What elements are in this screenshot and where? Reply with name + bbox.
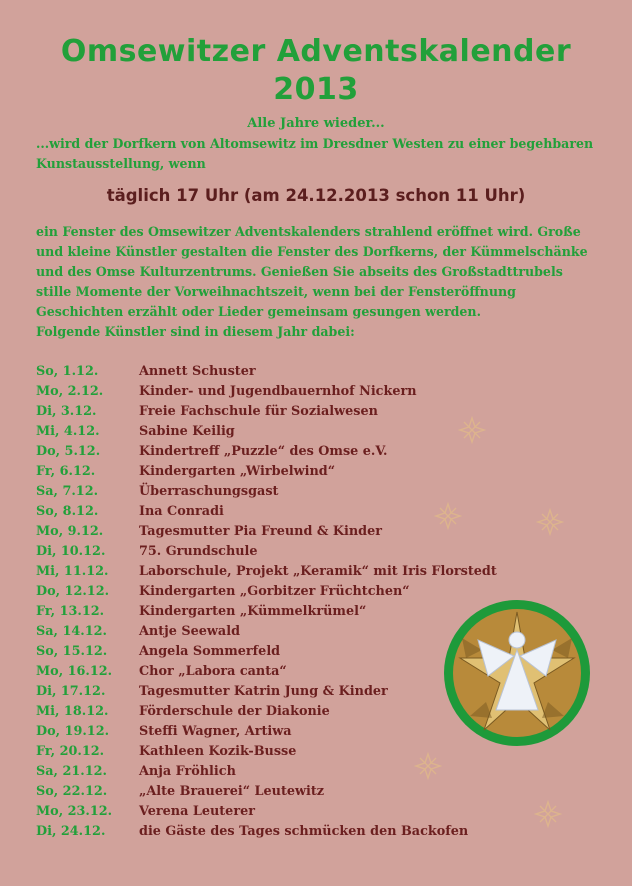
schedule-artist: Kathleen Kozik-Busse [139, 744, 297, 759]
schedule-row [36, 522, 616, 542]
schedule-artist: Annett Schuster [139, 364, 256, 379]
schedule-date: Mo, 9.12. [36, 524, 104, 539]
schedule-row [36, 762, 616, 782]
schedule-row [36, 542, 616, 562]
schedule-row [36, 782, 616, 802]
schedule-date: Do, 5.12. [36, 444, 101, 459]
star-ornament-icon [414, 752, 442, 780]
schedule-artist: die Gäste des Tages schmücken den Backofen [139, 824, 469, 839]
schedule-date: So, 8.12. [36, 504, 99, 519]
schedule-date: So, 15.12. [36, 644, 108, 659]
schedule-artist: Tagesmutter Katrin Jung & Kinder [139, 684, 388, 699]
star-ornament-icon [434, 502, 462, 530]
schedule-date: So, 1.12. [36, 364, 99, 379]
schedule-row [36, 502, 616, 522]
schedule-date: Mo, 2.12. [36, 384, 104, 399]
schedule-artist: Überraschungsgast [139, 484, 279, 499]
intro-text: ...wird der Dorfkern von Altomsewitz im Dresdner Westen zu einer begehbaren Kunstausstellung, wenn [36, 136, 594, 171]
time-line: täglich 17 Uhr (am 24.12.2013 schon 11 Uhr) [106, 186, 526, 205]
schedule-row [36, 442, 616, 462]
schedule-artist: Kindergarten „Kümmelkrümel“ [139, 604, 367, 619]
schedule-row [36, 822, 616, 842]
schedule-date: Di, 17.12. [36, 684, 106, 699]
page-title: Omsewitzer Adventskalender [60, 34, 572, 69]
list-intro: Folgende Künstler sind in diesem Jahr dabei: [36, 324, 355, 339]
schedule-date: Mo, 23.12. [36, 804, 113, 819]
schedule-artist: Anja Fröhlich [139, 764, 236, 779]
schedule-row [36, 482, 616, 502]
schedule-artist: Steffi Wagner, Artiwa [139, 724, 292, 739]
schedule-artist: Angela Sommerfeld [139, 644, 281, 659]
star-ornament-icon [458, 416, 486, 444]
schedule-row [36, 802, 616, 822]
schedule-artist: Förderschule der Diakonie [139, 704, 330, 719]
schedule-date: Fr, 6.12. [36, 464, 96, 479]
schedule-row [36, 402, 616, 422]
schedule-artist: Antje Seewald [139, 624, 241, 639]
schedule-artist: Verena Leuterer [139, 804, 255, 819]
schedule-row [36, 362, 616, 382]
subtitle: Alle Jahre wieder... [247, 116, 385, 131]
schedule-artist: Kindergarten „Wirbelwind“ [139, 464, 336, 479]
schedule-date: Mo, 16.12. [36, 664, 113, 679]
schedule-artist: Kinder- und Jugendbauernhof Nickern [139, 384, 417, 399]
body-paragraph: ein Fenster des Omsewitzer Adventskalenders strahlend eröffnet wird. Große und kleine Künstler gestalten die Fenster des Dorfkerns, der Kümmelschänke und des Omse Kulturzentrums. Genießen Sie abseits des Großstadttrubels stille Momente der Vorweihnachtszeit, wenn bei der Fensteröffnung Geschichten erzählt oder Lieder gemeinsam gesungen werden. [36, 224, 588, 319]
schedule-artist: Ina Conradi [139, 504, 224, 519]
star-ornament-icon [536, 508, 564, 536]
schedule-artist: Kindergarten „Gorbitzer Früchtchen“ [139, 584, 410, 599]
schedule-date: Do, 12.12. [36, 584, 110, 599]
schedule-row [36, 462, 616, 482]
schedule-artist: Tagesmutter Pia Freund & Kinder [139, 524, 383, 539]
schedule-artist: „Alte Brauerei“ Leutewitz [139, 784, 325, 799]
schedule-date: Do, 19.12. [36, 724, 110, 739]
schedule-date: Di, 3.12. [36, 404, 97, 419]
schedule-date: Di, 24.12. [36, 824, 106, 839]
schedule-date: Di, 10.12. [36, 544, 106, 559]
schedule-date: Sa, 7.12. [36, 484, 99, 499]
schedule-date: Mi, 4.12. [36, 424, 100, 439]
schedule-artist: Freie Fachschule für Sozialwesen [139, 404, 378, 419]
schedule-row [36, 422, 616, 442]
body-text [36, 222, 596, 342]
schedule-artist: 75. Grundschule [139, 544, 258, 559]
schedule-date: Fr, 13.12. [36, 604, 105, 619]
schedule-date: Mi, 11.12. [36, 564, 109, 579]
page-title-year: 2013 [273, 72, 359, 107]
angel-medallion [442, 598, 592, 748]
schedule-date: Sa, 21.12. [36, 764, 107, 779]
schedule-row [36, 562, 616, 582]
schedule-artist: Sabine Keilig [139, 424, 235, 439]
schedule-artist: Chor „Labora canta“ [139, 664, 287, 679]
schedule-date: So, 22.12. [36, 784, 108, 799]
schedule-artist: Laborschule, Projekt „Keramik“ mit Iris Florstedt [139, 564, 497, 579]
schedule-date: Mi, 18.12. [36, 704, 109, 719]
star-ornament-icon [534, 800, 562, 828]
schedule-date: Sa, 14.12. [36, 624, 107, 639]
schedule-row [36, 382, 616, 402]
schedule-date: Fr, 20.12. [36, 744, 105, 759]
schedule-artist: Kindertreff „Puzzle“ des Omse e.V. [139, 444, 388, 459]
